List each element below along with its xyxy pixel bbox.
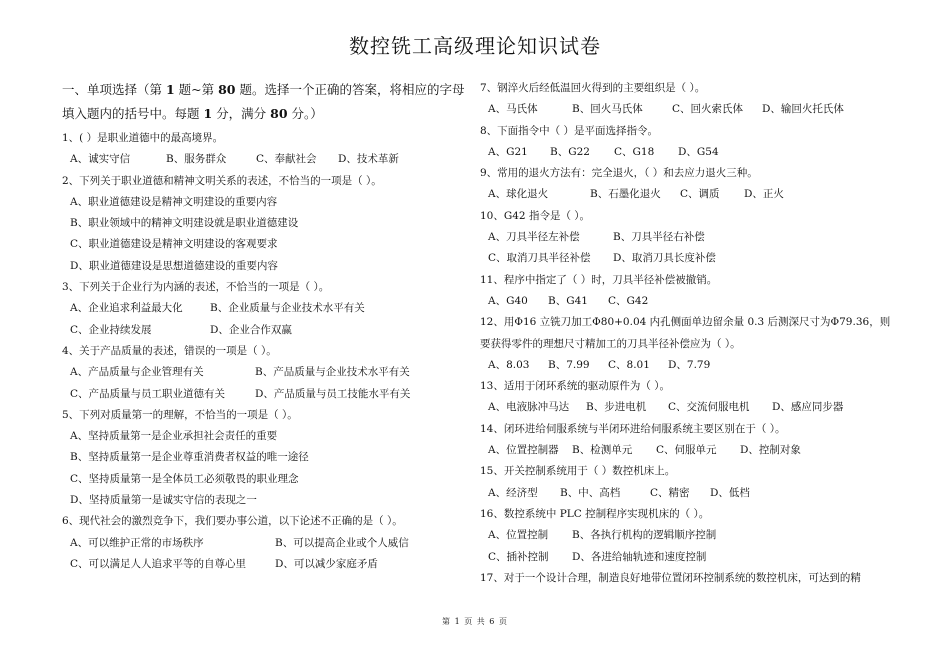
question-text: 6、现代社会的激烈竞争下，我们要办事公道，以下论述不正确的是（ ）。 <box>62 515 403 528</box>
question-text: 4、关于产品质量的表述，错误的一项是（ ）。 <box>62 344 277 357</box>
question-10 <box>480 206 900 270</box>
question-text: 14、闭环进给伺服系统与半闭环进给伺服系统主要区别在于（ ）。 <box>480 422 786 435</box>
option-a: A、位置控制 <box>488 529 549 542</box>
option-b: B、G22 <box>550 145 590 158</box>
option-c: C、企业持续发展 <box>70 323 152 336</box>
option-a: A、球化退火 <box>488 188 549 201</box>
option-d: D、7.79 <box>668 358 711 371</box>
left-column <box>62 78 465 575</box>
question-text: 13、适用于闭环系统的驱动原件为（ ）。 <box>480 380 670 393</box>
option-a: A、职业道德建设是精神文明建设的重要内容 <box>70 195 278 208</box>
option-a: A、经济型 <box>488 486 538 499</box>
options-row <box>480 397 900 418</box>
question-1 <box>62 128 462 171</box>
options-row <box>62 149 462 170</box>
options-row <box>480 547 900 568</box>
option-c: C、坚持质量第一是全体员工必须敬畏的职业理念 <box>70 472 299 485</box>
question-text: 17、对于一个设计合理，制造良好地带位置闭环控制系统的数控机床，可达到的精 <box>480 571 861 584</box>
question-7 <box>480 78 900 121</box>
question-12 <box>480 312 900 376</box>
option-c: C、交流伺服电机 <box>668 401 750 414</box>
question-text: 9、常用的退火方法有：完全退火，（ ）和去应力退火三种。 <box>480 167 758 180</box>
question-text: 15、开关控制系统用于（ ）数控机床上。 <box>480 465 676 478</box>
option-a: A、企业追求利益最大化 <box>70 302 183 315</box>
option-c: C、产品质量与员工职业道德有关 <box>70 387 226 400</box>
section-instructions: 一、单项选择（第 1 题~第 80 题。选择一个正确的答案，将相应的字母 填入题内的括号中。每题 1 分，满分 80 分。） <box>62 82 465 121</box>
option-b: B、G41 <box>548 294 588 307</box>
option-b: B、刀具半径右补偿 <box>613 231 705 244</box>
page-footer: 第 1 页 共 6 页 <box>442 617 508 626</box>
option-b: B、产品质量与企业技术水平有关 <box>255 366 410 379</box>
options-row <box>62 298 462 319</box>
options-row <box>480 291 900 312</box>
question-3 <box>62 277 462 341</box>
option-c: C、取消刀具半径补偿 <box>488 252 591 265</box>
options-row <box>480 142 900 163</box>
option-a: A、电液脉冲马达 <box>488 401 570 414</box>
option-d: D、坚持质量第一是诚实守信的表现之一 <box>70 494 257 507</box>
option-b: B、各执行机构的逻辑顺序控制 <box>572 529 717 542</box>
option-b: B、中、高档 <box>560 486 621 499</box>
option-b: B、回火马氏体 <box>572 103 643 116</box>
option-a: A、位置控制器 <box>488 444 559 457</box>
option-c: C、8.01 <box>608 358 650 371</box>
options-row <box>62 320 462 341</box>
options-row <box>480 99 900 120</box>
option-d: D、产品质量与员工技能水平有关 <box>255 387 411 400</box>
question-4 <box>62 341 462 405</box>
option-b: B、7.99 <box>548 358 590 371</box>
option-d: D、技术革新 <box>338 153 399 166</box>
option-c: C、插补控制 <box>488 550 549 563</box>
option-b: B、检测单元 <box>572 444 633 457</box>
option-a: A、G40 <box>488 294 528 307</box>
option-b: B、企业质量与企业技术水平有关 <box>210 302 365 315</box>
question-15 <box>480 461 900 504</box>
option-d: D、G54 <box>678 145 719 158</box>
question-text: 3、下列关于企业行为内涵的表述，不恰当的一项是（ ）。 <box>62 281 330 294</box>
option-c: C、可以满足人人追求平等的自尊心里 <box>70 557 247 570</box>
question-5 <box>62 405 462 511</box>
option-a: A、8.03 <box>488 358 530 371</box>
question-text-continued: 要获得零件的理想尺寸精加工的刀具半径补偿应为（ ）。 <box>480 337 741 350</box>
option-d: D、取消刀具长度补偿 <box>613 252 716 265</box>
option-d: D、各进给轴轨迹和速度控制 <box>572 550 707 563</box>
right-column <box>480 78 900 589</box>
question-14 <box>480 419 900 462</box>
option-c: C、伺服单元 <box>656 444 717 457</box>
option-c: C、奉献社会 <box>256 153 317 166</box>
option-a: A、可以维护正常的市场秩序 <box>70 536 204 549</box>
options-row <box>62 362 462 383</box>
option-b: B、坚持质量第一是企业尊重消费者权益的唯一途径 <box>70 451 309 464</box>
options-row <box>62 554 462 575</box>
question-text: 1、( ）是职业道德中的最高境界。 <box>62 132 224 144</box>
options-row <box>480 248 900 269</box>
option-a: A、产品质量与企业管理有关 <box>70 366 204 379</box>
question-text: 16、数控系统中 PLC 控制程序实现机床的（ ）。 <box>480 507 710 520</box>
page-title: 数控铣工高级理论知识试卷 <box>349 34 601 58</box>
option-c: C、G42 <box>608 294 649 307</box>
question-17 <box>480 568 900 589</box>
option-d: D、正火 <box>744 188 784 201</box>
option-d: D、可以减少家庭矛盾 <box>275 557 378 570</box>
option-b: B、石墨化退火 <box>590 188 661 201</box>
options-row <box>480 184 900 205</box>
option-b: B、可以提高企业或个人威信 <box>275 536 409 549</box>
option-c: C、调质 <box>680 188 720 201</box>
option-b: B、步进电机 <box>586 401 647 414</box>
question-16 <box>480 504 900 568</box>
option-c: C、回火索氏体 <box>672 103 744 116</box>
question-text: 7、钢淬火后经低温回火得到的主要组织是（ ）。 <box>480 82 706 94</box>
option-c: C、G18 <box>614 145 655 158</box>
options-row <box>480 355 900 376</box>
question-text: 2、下列关于职业道德和精神文明关系的表述，不恰当的一项是（ ）。 <box>62 174 382 187</box>
options-row <box>480 483 900 504</box>
options-row <box>62 384 462 405</box>
options-row <box>480 227 900 248</box>
option-d: D、输回火托氏体 <box>762 103 844 116</box>
option-a: A、G21 <box>488 145 528 158</box>
options-row <box>480 440 900 461</box>
option-d: D、低档 <box>710 486 750 499</box>
option-d: D、企业合作双赢 <box>210 323 292 336</box>
question-text: 8、下面指令中（ ）是平面选择指令。 <box>480 124 659 137</box>
option-c: C、精密 <box>650 486 690 499</box>
option-d: D、感应同步器 <box>772 401 844 414</box>
options-row <box>62 533 462 554</box>
option-c: C、职业道德建设是精神文明建设的客观要求 <box>70 238 278 251</box>
question-text: 11、程序中指定了（ ）时，刀具半径补偿被撤销。 <box>480 273 718 286</box>
option-a: A、马氏体 <box>488 103 538 116</box>
option-b: B、服务群众 <box>166 153 227 166</box>
question-text: 5、下列对质量第一的理解，不恰当的一项是（ ）。 <box>62 408 298 421</box>
question-8 <box>480 121 900 164</box>
option-d: D、控制对象 <box>740 444 801 457</box>
question-13 <box>480 376 900 419</box>
question-11 <box>480 270 900 313</box>
option-a: A、刀具半径左补偿 <box>488 231 580 244</box>
option-d: D、职业道德建设是思想道德建设的重要内容 <box>70 259 278 272</box>
question-text: 10、G42 指令是（ ）。 <box>480 209 591 222</box>
question-6 <box>62 511 462 575</box>
option-b: B、职业领域中的精神文明建设就是职业道德建设 <box>70 217 299 230</box>
question-2 <box>62 171 462 277</box>
question-text: 12、用Φ16 立铣刀加工Φ80+0.04 内孔侧面单边留余量 0.3 后测深尺寸为Φ79.36，则 <box>480 316 891 329</box>
option-a: A、诚实守信 <box>70 153 131 166</box>
options-row <box>480 525 900 546</box>
question-9 <box>480 163 900 206</box>
option-a: A、坚持质量第一是企业承担社会责任的重要 <box>70 430 278 443</box>
